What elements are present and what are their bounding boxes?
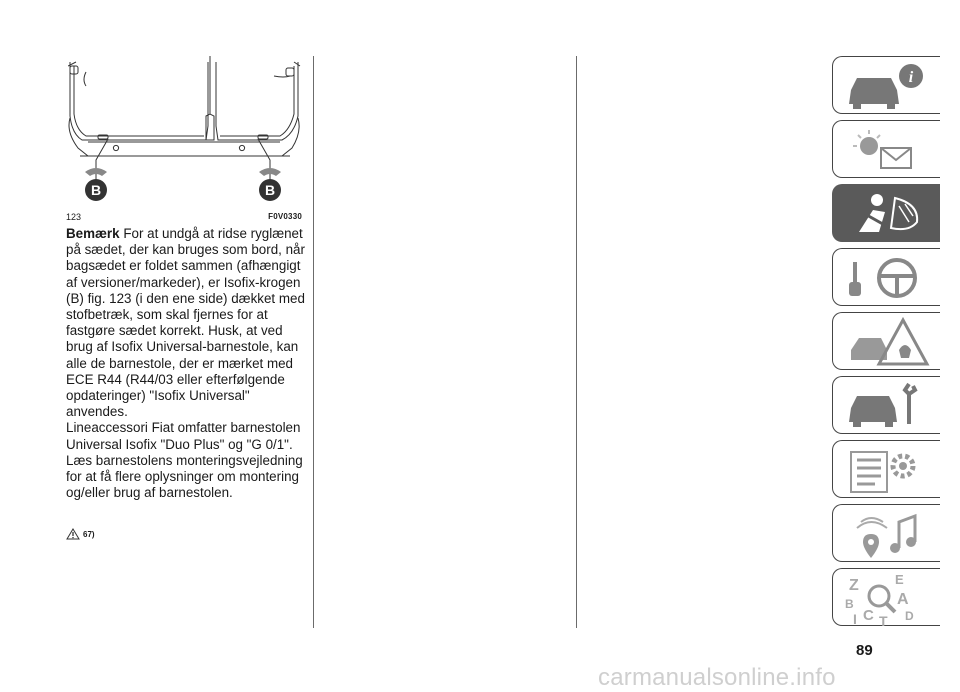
column-divider-2	[576, 56, 577, 628]
index-letter-e: E	[895, 572, 904, 587]
index-letter-a: A	[897, 591, 909, 608]
body-text	[66, 226, 310, 501]
figure-caption	[66, 212, 302, 224]
dashboard-lights-icon	[839, 124, 935, 176]
note-label: Bemærk	[66, 226, 120, 241]
warning-reference	[66, 528, 95, 540]
figure-code: F0V0330	[268, 212, 302, 221]
tab-car-info[interactable]	[832, 56, 940, 114]
key-steering-wheel-icon	[839, 252, 935, 304]
warning-triangle-icon	[66, 528, 80, 540]
paragraph-1: For at undgå at ridse ryglænet på sædet, der kan bruges som bord, når bagsædet er foldet sammen (afhængigt af versioner/markeder), er Isofix-krogen (B) fig. 123 (i den ene side) dækket med stofbetræk, som skal fjernes for at fastgøre sædet korrekt. Husk, at ved brug af Isofix Universal-barnestole, kan alle de barnestole, der er mærket med ECE R44 (R44/03 eller efterfølgende opdateringer) "Isofix Universal" anvendes.	[66, 226, 305, 420]
car-info-icon	[839, 60, 935, 112]
tab-multimedia[interactable]	[832, 504, 940, 562]
technical-data-icon	[839, 444, 935, 496]
seat-isofix-figure	[68, 56, 302, 212]
index-letter-i: I	[853, 611, 857, 627]
index-alphabet-icon	[839, 572, 935, 628]
tab-maintenance[interactable]	[832, 376, 940, 434]
index-letter-z: Z	[849, 577, 859, 594]
index-letter-d: D	[905, 609, 914, 623]
multimedia-icon	[839, 508, 935, 560]
tab-dashboard-lights[interactable]	[832, 120, 940, 178]
paragraph-2: Lineaccessori Fiat omfatter barnestolen Universal Isofix "Duo Plus" og "G 0/1".	[66, 420, 301, 452]
index-letter-c: C	[863, 607, 874, 624]
tab-starting-driving[interactable]	[832, 248, 940, 306]
tab-emergency[interactable]	[832, 312, 940, 370]
paragraph-3: Læs barnestolens monteringsvejledning for at få flere oplysninger om montering og/eller brug af barnestolen.	[66, 452, 303, 501]
car-maintenance-icon	[839, 380, 935, 432]
warning-ref-number: 67)	[83, 529, 95, 539]
paragraph-note	[66, 226, 310, 420]
tab-index[interactable]	[832, 568, 940, 626]
callout-b-right: B	[264, 182, 276, 198]
seatbelt-airbag-icon	[839, 188, 935, 240]
callout-b-left: B	[90, 182, 102, 198]
column-divider-1	[313, 56, 314, 628]
footer-watermark: carmanualsonline.info	[598, 664, 836, 691]
emergency-warning-icon	[839, 316, 935, 368]
tab-technical-data[interactable]	[832, 440, 940, 498]
index-letter-t: T	[879, 613, 888, 628]
page-number: 89	[856, 642, 873, 659]
tab-safety[interactable]	[832, 184, 940, 242]
svg-text:i: i	[908, 69, 914, 86]
figure-number: 123	[66, 212, 82, 222]
index-letter-b: B	[845, 597, 854, 611]
